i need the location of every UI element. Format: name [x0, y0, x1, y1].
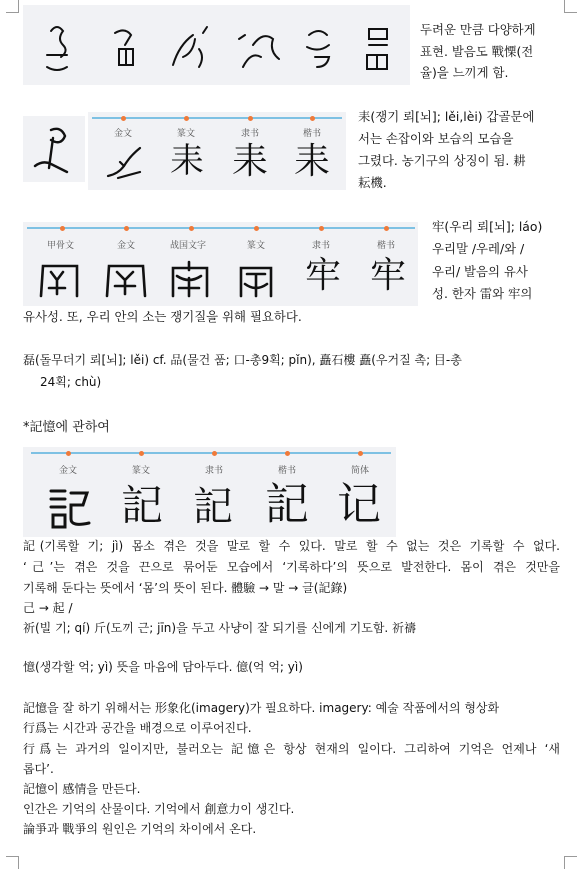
script-label: 楷书: [377, 241, 396, 251]
top-right-line-3: 율)을 느끼게 함.: [420, 65, 509, 80]
timeline-dot: [310, 116, 315, 121]
closing-line-5: 記憶이 感情을 만든다.: [23, 782, 141, 796]
script-label: 简体: [351, 466, 370, 476]
timeline-dot: [285, 451, 290, 456]
timeline-dot: [358, 451, 363, 456]
prison-side-line-3: 우리/ 발음의 유사: [432, 264, 528, 279]
timeline-dot: [189, 226, 194, 231]
crop-mark-top-left: [6, 0, 19, 13]
timeline-dot: [384, 226, 389, 231]
regular-glyph: 記: [265, 479, 309, 530]
timeline-dot: [124, 226, 129, 231]
prison-side-line-2: 우리말 /우레/와 /: [432, 241, 525, 256]
script-label: 金文: [59, 466, 78, 476]
plow-line-1: 耒(쟁기 뢰[뇌]; lěi,lèi) 갑골문에: [358, 109, 535, 124]
script-label: 甲骨文: [47, 241, 75, 251]
timeline-dot: [139, 451, 144, 456]
timeline-dot: [254, 226, 259, 231]
closing-line-4: 롭다’.: [23, 762, 54, 776]
script-label: 楷书: [278, 466, 297, 476]
prison-side-line-1: 牢(우리 뢰[뇌]; láo): [432, 219, 543, 234]
script-label: 楷书: [303, 129, 322, 139]
top-right-line-1: 두려운 만큼 다양하게: [420, 22, 536, 37]
prison-evolution-panel: [23, 222, 418, 306]
plow-line-3: 그렸다. 농기구의 상징이 됨. 耕: [358, 153, 526, 168]
timeline-dot: [319, 226, 324, 231]
body-line-5: 祈(빌 기; qí) 斤(도끼 근; jīn)을 두고 사냥이 잘 되기를 신에게 기도함. 祈禱: [23, 621, 417, 635]
section-heading: *記憶에 관하여: [23, 420, 110, 435]
bronze-plow-drawing: [104, 142, 144, 182]
prison-side-line-4: 성. 한자 雷와 牢의: [432, 286, 533, 301]
memory-definition-line: 憶(생각할 억; yì) 뜻을 마음에 담아두다. 億(억 억; yì): [23, 660, 303, 674]
bronze-record-glyph-drawing: [45, 485, 95, 531]
regular-glyph: 牢: [370, 255, 407, 296]
clerical-glyph: 牢: [305, 255, 342, 296]
seal-glyph: 耒: [170, 141, 204, 181]
script-label: 篆文: [177, 129, 196, 139]
script-label: 金文: [114, 129, 133, 139]
oracle-plow-glyph-image: [23, 116, 85, 182]
plow-line-4: 耘機.: [358, 175, 387, 190]
script-label: 篆文: [132, 466, 151, 476]
stones-line-2: 24획; chù): [40, 375, 102, 389]
timeline-dot: [184, 116, 189, 121]
crop-mark-bottom-left: [6, 856, 19, 869]
body-line-2: ‘己’는 겪은 것을 끈으로 묶어둔 모습에서 ‘기록하다’의 뜻으로 발전한다. 몸이 겪은 것만을: [23, 560, 560, 574]
early-prison-glyph-drawings: [37, 258, 297, 300]
crop-mark-top-right: [564, 0, 577, 13]
closing-line-2: 行爲는 시간과 공간을 배경으로 이루어진다.: [23, 721, 252, 735]
body-line-3: 기록해 둔다는 뜻에서 ‘몸’의 뜻이 된다. 體驗 → 말 → 글(記錄): [23, 581, 348, 595]
plow-line-2: 서는 손잡이와 보습의 모습을: [358, 131, 514, 146]
timeline-line: [31, 452, 391, 454]
timeline-line: [92, 117, 342, 119]
body-line-1: 記(기록할 기; jì) 몸소 겪은 것을 말로 할 수 있다. 말로 할 수 없는 것은 기록할 수 없다.: [23, 539, 560, 553]
crop-mark-bottom-right: [564, 856, 577, 869]
script-label: 隶书: [241, 129, 260, 139]
seal-glyph: 記: [121, 481, 164, 530]
regular-glyph: 耒: [294, 141, 331, 182]
ancient-glyph-strip-image: [23, 5, 410, 85]
script-label: 隶书: [205, 466, 224, 476]
closing-line-1: 記憶을 잘 하기 위해서는 形象化(imagery)가 필요하다. imagery: 예술 작품에서의 형상화: [23, 701, 500, 715]
timeline-dot: [121, 116, 126, 121]
script-label: 战国文字: [170, 241, 207, 251]
closing-line-6: 인간은 기억의 산물이다. 기억에서 創意力이 생긴다.: [23, 802, 295, 816]
closing-line-7: 論爭과 戰爭의 원인은 기억의 차이에서 온다.: [23, 822, 257, 836]
script-label: 篆文: [247, 241, 266, 251]
timeline-dot: [60, 226, 65, 231]
clerical-glyph: 耒: [232, 141, 269, 182]
stones-line-1: 磊(돌무더기 뢰[뇌]; lěi) cf. 品(물건 품; 口-총9획; pǐn), 矗石樓 矗(우거질 촉; 目-총: [23, 353, 462, 367]
timeline-dot: [248, 116, 253, 121]
timeline-line: [27, 227, 415, 229]
top-right-line-2: 표현. 발음도 戰慄(전: [420, 44, 534, 59]
closing-line-3: 行爲는 과거의 일이지만, 불러오는 記憶은 항상 현재의 일이다. 그리하여 기억은 언제나 ‘새: [23, 742, 560, 756]
timeline-dot: [212, 451, 217, 456]
record-evolution-panel: [23, 447, 396, 537]
plow-evolution-panel: [88, 112, 346, 190]
body-line-4: 己 → 起 /: [23, 601, 73, 615]
prison-full-line: 유사성. 또, 우리 안의 소는 쟁기질을 위해 필요하다.: [23, 309, 302, 324]
timeline-dot: [66, 451, 71, 456]
oracle-plow-drawing: [23, 116, 85, 182]
ancient-glyph-drawings: [23, 5, 410, 85]
clerical-glyph: 記: [193, 484, 233, 530]
script-label: 金文: [117, 241, 136, 251]
script-label: 隶书: [312, 241, 331, 251]
simplified-glyph: 记: [337, 479, 381, 530]
